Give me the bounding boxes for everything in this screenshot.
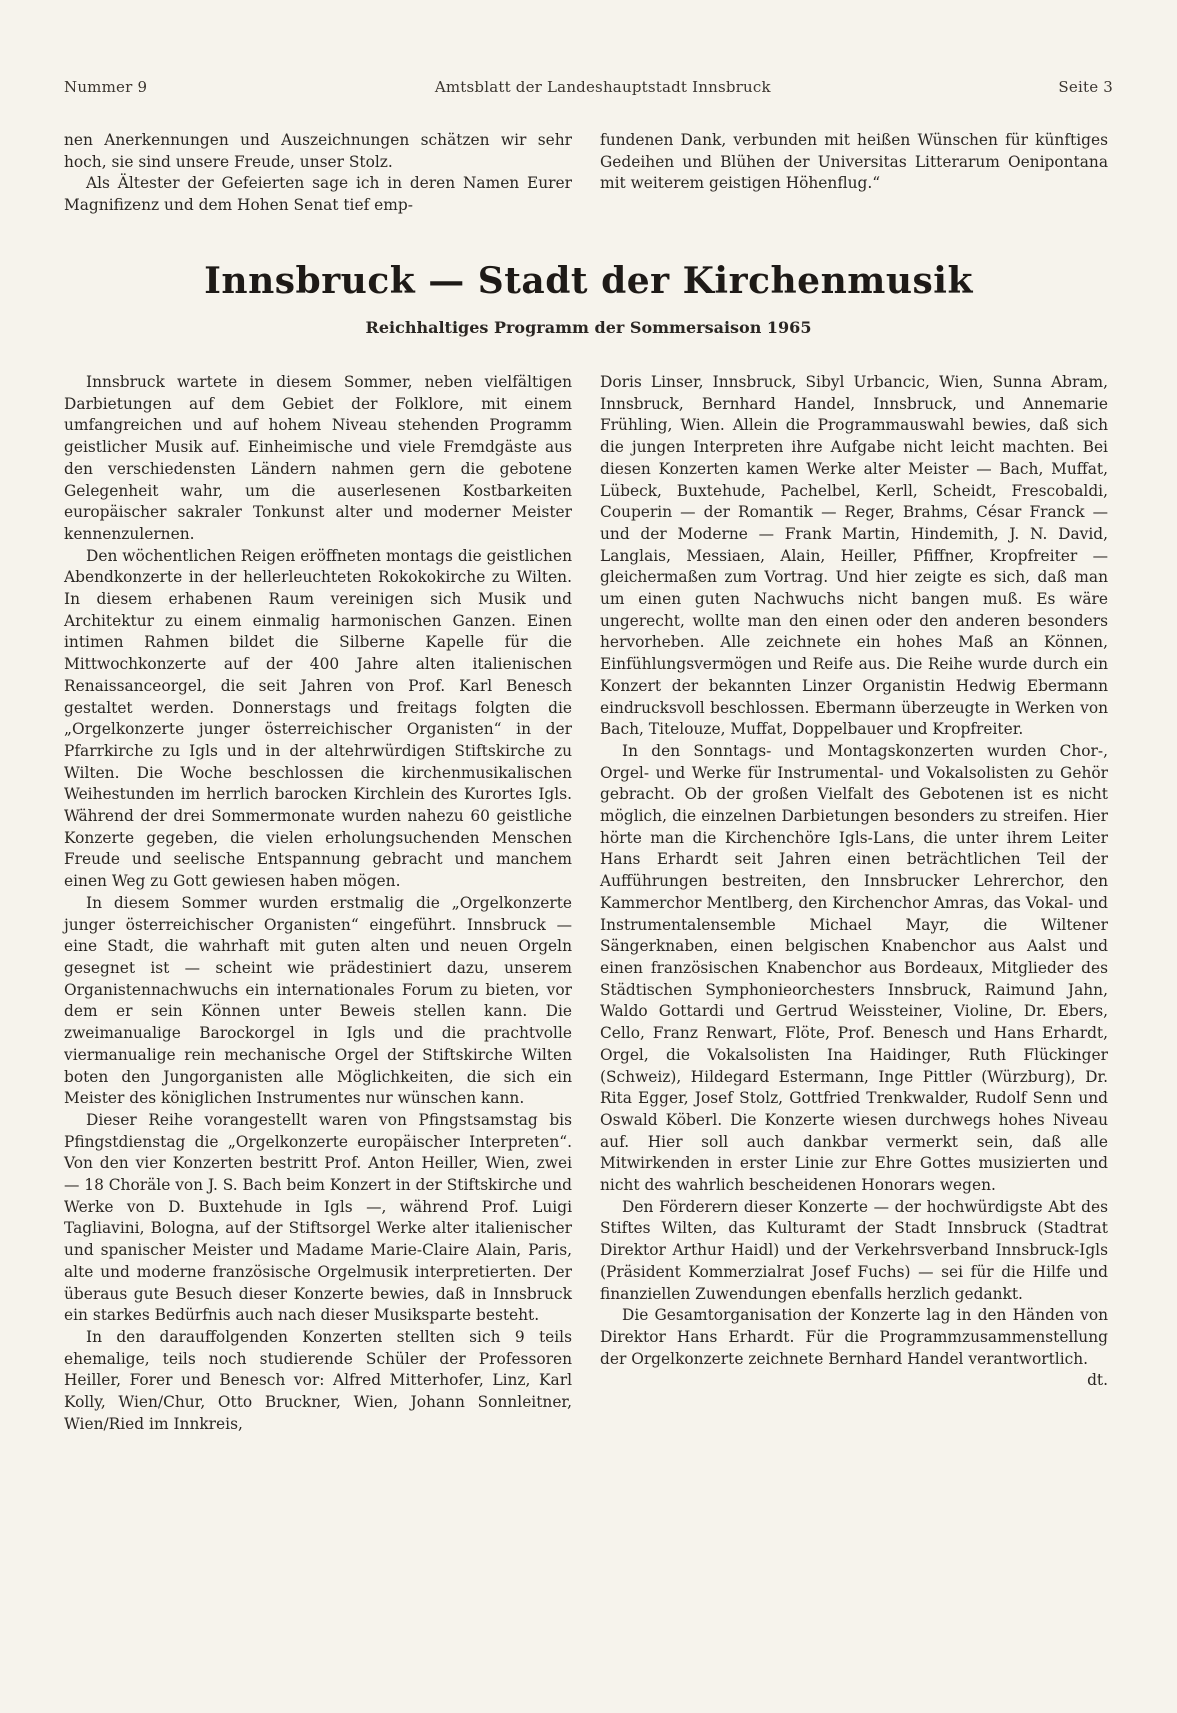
article-left-column [64, 372, 572, 1435]
article-headline: Innsbruck — Stadt der Kirchenmusik [204, 260, 973, 302]
paragraph: nen Anerkennungen und Auszeichnungen schätzen wir sehr hoch, sie sind unsere Freude, unser Stolz. [64, 131, 572, 171]
previous-article-right-column [600, 130, 1108, 195]
paragraph: Doris Linser, Innsbruck, Sibyl Urbancic, Wien, Sunna Abram, Innsbruck, Bernhard Handel, Innsbruck, und Annemarie Frühling, Wien. Allein die Programmauswahl bewies, daß sich die jungen Interpreten ihre Aufgabe nicht leicht machten. Bei diesen Konzerten kamen Werke alter Meister — Bach, Muffat, Lübeck, Buxtehude, Pachelbel, Kerll, Scheidt, Frescobaldi, Couperin — der Romantik — Reger, Brahms, César Franck — und der Moderne — Frank Martin, Hindemith, J. N. David, Langlais, Messiaen, Alain, Heiller, Pfiffner, Kropfreiter — gleichermaßen zum Vortrag. Und hier zeigte es sich, daß man um einen guten Nachwuchs nicht bangen muß. Es wäre ungerecht, wollte man den einen oder den anderen besonders hervorheben. Alle zeichnete ein hohes Maß an Können, Einfühlungsvermögen und Reife aus. Die Reihe wurde durch ein Konzert der bekannten Linzer Organistin Hedwig Ebermann eindrucksvoll beschlossen. Ebermann überzeugte in Werken von Bach, Titelouze, Muffat, Doppelbauer und Kropfreiter. [600, 373, 1108, 739]
publication-title: Amtsblatt der Landeshauptstadt Innsbruck [434, 78, 771, 96]
previous-article-left-column [64, 130, 572, 217]
paragraph: Den wöchentlichen Reigen eröffneten montags die geistlichen Abendkonzerte in der hellerleuchteten Rokokokirche zu Wilten. In diesem erhabenen Raum vereinigen sich Musik und Architektur zu einem einmalig harmonischen Ganzen. Einen intimen Rahmen bildet die Silberne Kapelle für die Mittwochkonzerte auf der 400 Jahre alten italienischen Renaissanceorgel, die seit Jahren von Prof. Karl Benesch gestaltet werden. Donnerstags und freitags folgten die „Orgelkonzerte junger österreichischer Organisten“ in der Pfarrkirche zu Igls und in der altehrwürdigen Stiftskirche zu Wilten. Die Woche beschlossen die kirchenmusikalischen Weihestunden im herrlich barocken Kirchlein des Kurortes Igls. Während der drei Sommermonate wurden nahezu 60 geistliche Konzerte gegeben, die vielen erholungsuchenden Menschen Freude und seelische Entspannung gebracht und manchem einen Weg zu Gott gewiesen haben mögen. [64, 546, 572, 891]
paragraph-last [600, 1305, 1108, 1390]
author-signature: dt. [1087, 1371, 1108, 1390]
issue-number: Nummer 9 [64, 78, 148, 96]
paragraph-text: Die Gesamtorganisation der Konzerte lag in den Händen von Direktor Hans Erhardt. Für die Programmzusammenstellung der Orgelkonzerte zeichnete Bernhard Handel verantwortlich. [600, 1306, 1108, 1368]
paragraph: In den Sonntags- und Montagskonzerten wurden Chor-, Orgel- und Werke für Instrumental- und Vokalsolisten zu Gehör gebracht. Ob der großen Vielfalt des Gebotenen ist es nicht möglich, die einzelnen Darbietungen besonders zu streifen. Hier hörte man die Kirchenchöre Igls-Lans, die unter ihrem Leiter Hans Erhardt seit Jahren einen beträchtlichen Teil der Aufführungen bestreiten, den Innsbrucker Lehrerchor, den Kammerchor Mentlberg, den Kirchenchor Amras, das Vokal- und Instrumentalensemble Michael Mayr, die Wiltener Sängerknaben, einen belgischen Knabenchor aus Aalst und einen französischen Knabenchor aus Bordeaux, Mitglieder des Städtischen Symphonieorchesters Innsbruck, Raimund Jahn, Waldo Gottardi und Gertrud Weissteiner, Violine, Dr. Ebers, Cello, Franz Renwart, Flöte, Prof. Benesch und Hans Erhardt, Orgel, die Vokalsolisten Ina Haidinger, Ruth Flückinger (Schweiz), Hildegard Estermann, Inge Pittler (Würzburg), Dr. Rita Egger, Josef Stolz, Gottfried Trenkwalder, Rudolf Senn und Oswald Köberl. Die Konzerte wiesen durchwegs hohes Niveau auf. Hier soll auch dankbar vermerkt sein, daß alle Mitwirkenden in erster Linie zur Ehre Gottes musizierten und nicht des wahrlich bescheidenen Honorars wegen. [600, 741, 1108, 1195]
paragraph: In den darauffolgenden Konzerten stellten sich 9 teils ehemalige, teils noch studierende Schüler der Professoren Heiller, Forer und Benesch vor: Alfred Mitterhofer, Linz, Karl Kolly, Wien/Chur, Otto Bruckner, Wien, Johann Sonnleitner, Wien/Ried im Innkreis, [64, 1327, 572, 1433]
paragraph: Den Förderern dieser Konzerte — der hochwürdigste Abt des Stiftes Wilten, das Kulturamt der Stadt Innsbruck (Stadtrat Direktor Arthur Haidl) und der Verkehrsverband Innsbruck-Igls (Präsident Kommerzialrat Josef Fuchs) — sei für die Hilfe und finanziellen Zuwendungen ebenfalls herzlich gedankt. [600, 1197, 1108, 1303]
paragraph: fundenen Dank, verbunden mit heißen Wünschen für künftiges Gedeihen und Blühen der Universitas Litterarum Oenipontana mit weiterem geistigen Höhenflug.“ [600, 131, 1108, 193]
paragraph: In diesem Sommer wurden erstmalig die „Orgelkonzerte junger österreichischer Organisten“ eingeführt. Innsbruck — eine Stadt, die wahrhaft mit guten alten und neuen Orgeln gesegnet ist — scheint wie prädestiniert dazu, unserem Organistennachwuchs ein internationales Forum zu bieten, vor dem er sein Können unter Beweis stellen kann. Die zweimanualige Barockorgel in Igls und die prachtvolle viermanualige rein mechanische Orgel der Stiftskirche Wilten boten den Jungorganisten alle Möglichkeiten, die sich ein Meister des königlichen Instrumentes nur wünschen kann. [64, 893, 572, 1108]
page-header [64, 78, 1113, 96]
page-number: Seite 3 [1058, 78, 1113, 96]
paragraph: Dieser Reihe vorangestellt waren von Pfingstsamstag bis Pfingstdienstag die „Orgelkonzerte europäischer Interpreten“. Von den vier Konzerten bestritt Prof. Anton Heiller, Wien, zwei — 18 Choräle von J. S. Bach beim Konzert in der Stiftskirche und Werke von D. Buxtehude in Igls —, während Prof. Luigi Tagliavini, Bologna, auf der Stiftsorgel Werke alter italienischer und spanischer Meister und Madame Marie-Claire Alain, Paris, alte und moderne französische Orgelmusik interpretierten. Der überaus gute Besuch dieser Konzerte bewies, daß in Innsbruck ein starkes Bedürfnis auch nach dieser Musiksparte besteht. [64, 1110, 572, 1325]
paragraph: Als Ältester der Gefeierten sage ich in deren Namen Eurer Magnifizenz und dem Hohen Senat tief emp- [64, 174, 572, 215]
article-subheadline: Reichhaltiges Programm der Sommersaison 1965 [365, 318, 812, 337]
paragraph: Innsbruck wartete in diesem Sommer, neben vielfältigen Darbietungen auf dem Gebiet der Folklore, mit einem umfangreichen und auf hohem Niveau stehenden Programm geistlicher Musik auf. Einheimische und viele Fremdgäste aus den verschiedensten Ländern nahmen gern die gebotene Gelegenheit wahr, um die auserlesenen Kostbarkeiten europäischer sakraler Tonkunst alter und moderner Meister kennenzulernen. [64, 373, 572, 543]
article-right-column [600, 372, 1108, 1392]
